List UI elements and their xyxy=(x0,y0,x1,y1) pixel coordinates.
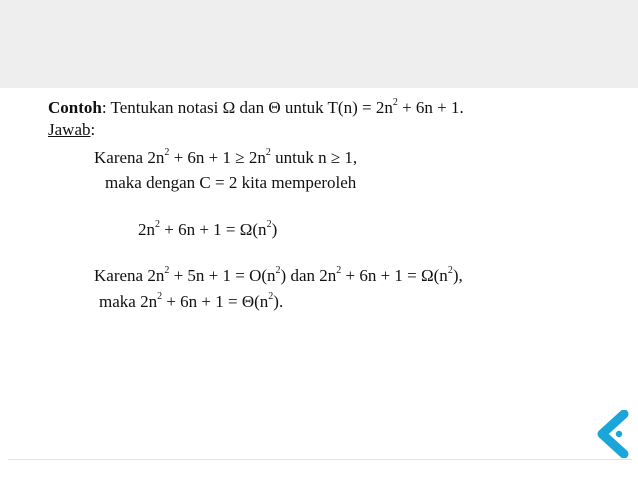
exponent: 2 xyxy=(266,219,272,230)
premise-text-a: Karena 2n xyxy=(94,148,165,167)
exponent: 2 xyxy=(157,291,163,302)
example-func-tail: + 6n + 1. xyxy=(397,98,464,117)
omega-text-b: + 6n + 1 = Ω(n xyxy=(160,220,267,239)
answer-colon: : xyxy=(90,120,96,139)
theta-text-a: maka 2n xyxy=(99,292,158,311)
omega-result-line xyxy=(138,218,277,241)
second-premise-b: + 5n + 1 = O(n xyxy=(169,266,276,285)
second-premise-line xyxy=(94,264,463,287)
theta-text-c: ). xyxy=(273,292,284,311)
chevron-left-logo-icon xyxy=(590,410,630,458)
exponent: 2 xyxy=(268,291,274,302)
second-premise-d: + 6n + 1 = Ω(n xyxy=(341,266,448,285)
omega-text-c: ) xyxy=(271,220,278,239)
premise-text-c: untuk n ≥ 1, xyxy=(270,148,358,167)
premise-line xyxy=(94,146,357,169)
second-premise-a: Karena 2n xyxy=(94,266,165,285)
answer-line xyxy=(48,118,95,141)
exponent: 2 xyxy=(275,265,281,276)
theta-text-b: + 6n + 1 = Θ(n xyxy=(162,292,269,311)
conclusion-intro-line xyxy=(105,171,356,194)
header-band xyxy=(0,0,638,88)
example-line xyxy=(48,96,464,119)
theta-result-line xyxy=(99,290,283,313)
second-premise-e: ), xyxy=(452,266,463,285)
exponent: 2 xyxy=(155,219,160,230)
exponent: 2 xyxy=(336,265,342,276)
premise-text-b: + 6n + 1 ≥ 2n xyxy=(169,148,266,167)
exponent: 2 xyxy=(164,265,170,276)
conclusion-intro-text: maka dengan C = 2 kita memperoleh xyxy=(105,173,357,192)
second-premise-c: ) dan 2n xyxy=(280,266,337,285)
example-label: Contoh xyxy=(48,98,102,117)
exponent: 2 xyxy=(265,147,271,158)
omega-text-a: 2n xyxy=(138,220,155,239)
example-func: T(n) = 2n xyxy=(327,98,393,117)
footer-divider xyxy=(8,459,632,460)
exponent: 2 xyxy=(392,97,398,108)
exponent: 2 xyxy=(164,147,170,158)
exponent: 2 xyxy=(447,265,453,276)
example-text: : Tentukan notasi Ω dan Θ untuk xyxy=(101,98,328,117)
answer-label: Jawab xyxy=(48,120,91,139)
